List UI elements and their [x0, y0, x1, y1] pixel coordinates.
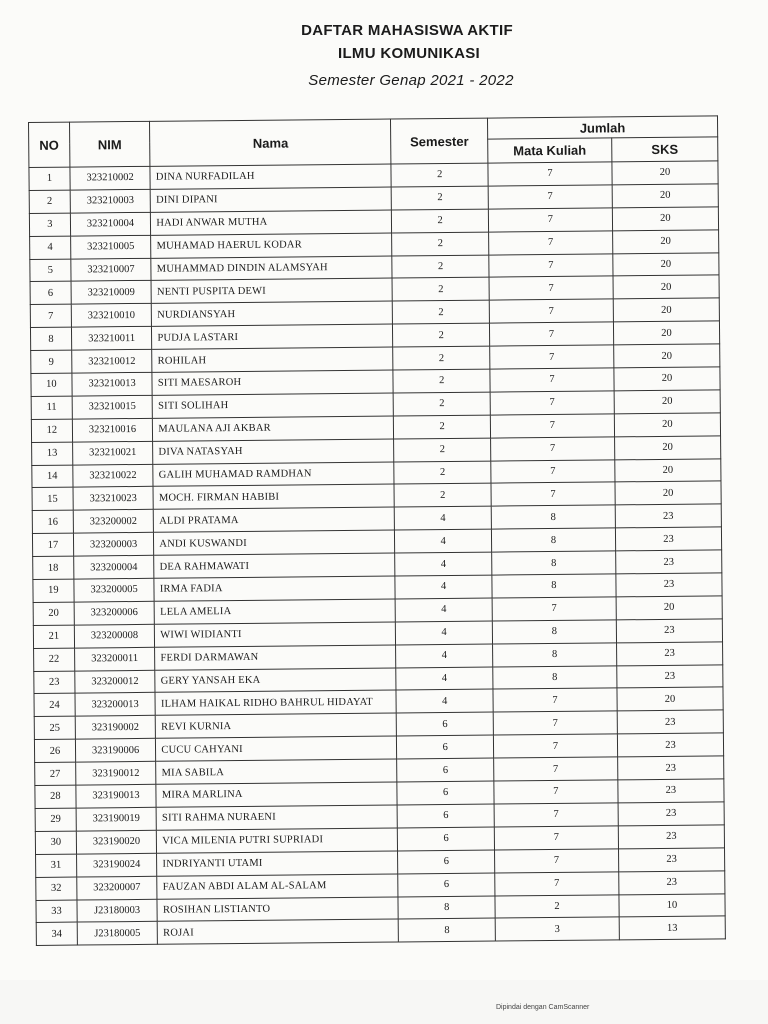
cell-sks: 20: [615, 481, 721, 505]
cell-nim: 323210003: [70, 189, 151, 213]
cell-sks: 20: [613, 275, 719, 299]
cell-nim: 323210016: [72, 418, 153, 442]
cell-mata-kuliah: 7: [493, 734, 617, 758]
cell-nim: 323210009: [71, 281, 152, 305]
cell-no: 7: [30, 304, 71, 327]
cell-semester: 8: [398, 896, 495, 920]
cell-mata-kuliah: 7: [488, 185, 612, 209]
cell-sks: 20: [614, 390, 720, 414]
cell-nama: INDRIYANTI UTAMI: [157, 851, 398, 876]
cell-no: 30: [35, 831, 76, 854]
cell-mata-kuliah: 7: [489, 253, 613, 277]
cell-nama: FAUZAN ABDI ALAM AL-SALAM: [157, 874, 398, 899]
cell-mata-kuliah: 7: [494, 849, 618, 873]
cell-semester: 6: [397, 735, 494, 759]
cell-sks: 20: [612, 184, 718, 208]
cell-sks: 20: [612, 161, 718, 185]
cell-nama: SITI MAESAROH: [152, 370, 393, 395]
cell-mata-kuliah: 7: [491, 459, 615, 483]
cell-nama: PUDJA LASTARI: [152, 324, 393, 349]
cell-nim: 323210012: [71, 349, 152, 373]
cell-no: 20: [33, 602, 74, 625]
cell-no: 6: [30, 282, 71, 305]
cell-mata-kuliah: 8: [491, 528, 615, 552]
cell-mata-kuliah: 7: [492, 597, 616, 621]
cell-sks: 20: [615, 458, 721, 482]
cell-nama: NURDIANSYAH: [152, 301, 393, 326]
cell-no: 14: [32, 465, 73, 488]
cell-semester: 2: [394, 392, 491, 416]
scanner-watermark: Dipindai dengan CamScanner: [496, 1004, 590, 1011]
cell-sks: 23: [618, 825, 724, 849]
cell-no: 24: [34, 694, 75, 717]
header-mata-kuliah: Mata Kuliah: [488, 138, 612, 163]
cell-mata-kuliah: 7: [495, 871, 619, 895]
cell-nim: 323210007: [71, 258, 152, 282]
cell-nama: ROJAI: [158, 919, 399, 944]
cell-sks: 23: [618, 848, 724, 872]
cell-nim: 323200006: [74, 601, 155, 625]
document-title: DAFTAR MAHASISWA AKTIF: [301, 22, 513, 39]
cell-nim: 323190006: [75, 739, 156, 763]
cell-mata-kuliah: 7: [490, 345, 614, 369]
cell-sks: 20: [616, 596, 722, 620]
cell-no: 28: [35, 785, 76, 808]
program-name: ILMU KOMUNIKASI: [338, 45, 480, 62]
cell-mata-kuliah: 7: [490, 414, 614, 438]
cell-mata-kuliah: 7: [488, 208, 612, 232]
cell-nim: 323190002: [75, 716, 156, 740]
cell-no: 31: [36, 854, 77, 877]
cell-nama: ROSIHAN LISTIANTO: [157, 896, 398, 921]
cell-no: 23: [34, 671, 75, 694]
cell-nim: 323200002: [73, 510, 154, 534]
cell-nama: LELA AMELIA: [154, 599, 395, 624]
cell-no: 5: [30, 259, 71, 282]
cell-mata-kuliah: 2: [495, 894, 619, 918]
cell-semester: 4: [395, 552, 492, 576]
cell-sks: 23: [619, 870, 725, 894]
cell-semester: 6: [397, 758, 494, 782]
cell-nim: J23180005: [77, 922, 158, 946]
cell-semester: 4: [396, 621, 493, 645]
cell-mata-kuliah: 7: [489, 276, 613, 300]
cell-semester: 4: [396, 690, 493, 714]
cell-sks: 20: [612, 207, 718, 231]
cell-no: 16: [32, 510, 73, 533]
cell-nama: GERY YANSAH EKA: [155, 668, 396, 693]
cell-sks: 20: [613, 298, 719, 322]
cell-semester: 2: [394, 484, 491, 508]
cell-sks: 20: [612, 230, 718, 254]
cell-semester: 4: [395, 529, 492, 553]
cell-nim: 323200008: [74, 624, 155, 648]
cell-semester: 4: [395, 575, 492, 599]
cell-semester: 2: [393, 323, 490, 347]
cell-mata-kuliah: 7: [494, 780, 618, 804]
cell-no: 29: [35, 808, 76, 831]
table-body: [29, 161, 725, 946]
cell-nama: WIWI WIDIANTI: [155, 622, 396, 647]
student-table: [28, 115, 726, 946]
semester-period: Semester Genap 2021 - 2022: [308, 72, 514, 89]
cell-no: 33: [36, 900, 77, 923]
cell-sks: 23: [618, 756, 724, 780]
cell-no: 27: [35, 762, 76, 785]
cell-no: 10: [31, 373, 72, 396]
cell-sks: 23: [615, 504, 721, 528]
cell-nama: MOCH. FIRMAN HABIBI: [153, 484, 394, 509]
cell-semester: 6: [398, 873, 495, 897]
cell-nim: 323210005: [70, 235, 151, 259]
cell-nama: REVI KURNIA: [156, 713, 397, 738]
cell-nim: 323210011: [71, 327, 152, 351]
cell-semester: 6: [397, 712, 494, 736]
cell-nama: FERDI DARMAWAN: [155, 645, 396, 670]
cell-semester: 6: [398, 827, 495, 851]
cell-mata-kuliah: 7: [489, 322, 613, 346]
cell-sks: 23: [618, 779, 724, 803]
cell-mata-kuliah: 7: [490, 391, 614, 415]
cell-semester: 2: [392, 232, 489, 256]
cell-nama: DIVA NATASYAH: [153, 439, 394, 464]
cell-mata-kuliah: 7: [490, 437, 614, 461]
table-header: [29, 116, 718, 168]
cell-nama: SITI SOLIHAH: [152, 393, 393, 418]
cell-mata-kuliah: 7: [494, 803, 618, 827]
header-sks: SKS: [612, 137, 718, 162]
cell-nama: CUCU CAHYANI: [156, 736, 397, 761]
cell-mata-kuliah: 8: [491, 505, 615, 529]
header-nama: Nama: [150, 119, 391, 166]
cell-nama: ALDI PRATAMA: [154, 507, 395, 532]
cell-sks: 20: [614, 436, 720, 460]
cell-nim: 323190024: [76, 853, 157, 877]
cell-no: 9: [31, 350, 72, 373]
cell-nim: J23180003: [77, 899, 158, 923]
header-no: NO: [29, 122, 70, 167]
cell-sks: 20: [617, 687, 723, 711]
cell-no: 34: [36, 922, 77, 945]
cell-semester: 2: [393, 346, 490, 370]
cell-no: 4: [30, 236, 71, 259]
cell-sks: 20: [613, 252, 719, 276]
cell-nim: 323200007: [76, 876, 157, 900]
cell-nama: DINI DIPANI: [150, 187, 391, 212]
cell-sks: 23: [616, 573, 722, 597]
cell-sks: 23: [617, 710, 723, 734]
cell-nama: IRMA FADIA: [154, 576, 395, 601]
cell-nim: 323200013: [75, 693, 156, 717]
cell-semester: 2: [392, 186, 489, 210]
cell-no: 13: [32, 442, 73, 465]
cell-nim: 323200012: [75, 670, 156, 694]
cell-sks: 23: [617, 733, 723, 757]
cell-mata-kuliah: 7: [490, 368, 614, 392]
cell-semester: 4: [396, 667, 493, 691]
cell-mata-kuliah: 7: [494, 826, 618, 850]
cell-nama: MIRA MARLINA: [156, 782, 397, 807]
cell-nim: 323190013: [76, 784, 157, 808]
cell-nim: 323200005: [74, 578, 155, 602]
cell-sks: 23: [616, 619, 722, 643]
cell-sks: 23: [616, 642, 722, 666]
cell-nim: 323190019: [76, 807, 157, 831]
cell-no: 17: [32, 533, 73, 556]
cell-mata-kuliah: 3: [495, 917, 619, 941]
cell-nama: ILHAM HAIKAL RIDHO BAHRUL HIDAYAT: [155, 690, 396, 715]
cell-nim: 323190012: [75, 761, 156, 785]
cell-sks: 13: [619, 916, 725, 940]
cell-nim: 323190020: [76, 830, 157, 854]
cell-sks: 20: [614, 413, 720, 437]
cell-semester: 2: [394, 438, 491, 462]
cell-nim: 323210021: [72, 441, 153, 465]
cell-nim: 323210010: [71, 304, 152, 328]
cell-semester: 2: [392, 209, 489, 233]
cell-nim: 323200004: [73, 555, 154, 579]
cell-nama: NENTI PUSPITA DEWI: [151, 278, 392, 303]
cell-semester: 4: [396, 598, 493, 622]
cell-mata-kuliah: 7: [493, 711, 617, 735]
cell-semester: 6: [398, 850, 495, 874]
cell-no: 2: [29, 190, 70, 213]
cell-sks: 23: [615, 527, 721, 551]
cell-nim: 323210004: [70, 212, 151, 236]
cell-semester: 2: [394, 461, 491, 485]
cell-nim: 323200011: [74, 647, 155, 671]
cell-mata-kuliah: 8: [492, 551, 616, 575]
cell-semester: 2: [392, 255, 489, 279]
cell-nama: DEA RAHMAWATI: [154, 553, 395, 578]
cell-no: 11: [31, 396, 72, 419]
cell-no: 25: [34, 716, 75, 739]
cell-mata-kuliah: 7: [488, 162, 612, 186]
cell-nama: MIA SABILA: [156, 759, 397, 784]
cell-nama: VICA MILENIA PUTRI SUPRIADI: [157, 828, 398, 853]
cell-nim: 323210015: [72, 395, 153, 419]
cell-semester: 2: [391, 163, 488, 187]
cell-no: 3: [29, 213, 70, 236]
header-nim: NIM: [69, 121, 150, 167]
cell-semester: 2: [393, 369, 490, 393]
cell-mata-kuliah: 7: [489, 231, 613, 255]
cell-mata-kuliah: 8: [493, 665, 617, 689]
cell-nama: MUHAMMAD DINDIN ALAMSYAH: [151, 256, 392, 281]
cell-no: 19: [33, 579, 74, 602]
cell-no: 8: [30, 327, 71, 350]
cell-no: 15: [32, 488, 73, 511]
cell-no: 12: [31, 419, 72, 442]
cell-no: 32: [36, 877, 77, 900]
cell-mata-kuliah: 7: [491, 482, 615, 506]
cell-nama: DINA NURFADILAH: [150, 164, 391, 189]
cell-nama: MAULANA AJI AKBAR: [153, 416, 394, 441]
cell-nim: 323210013: [72, 372, 153, 396]
cell-sks: 20: [613, 321, 719, 345]
cell-nama: HADI ANWAR MUTHA: [151, 210, 392, 235]
cell-mata-kuliah: 7: [493, 688, 617, 712]
cell-nama: ANDI KUSWANDI: [154, 530, 395, 555]
cell-mata-kuliah: 8: [492, 643, 616, 667]
cell-semester: 2: [394, 415, 491, 439]
cell-nama: ROHILAH: [152, 347, 393, 372]
cell-nim: 323210022: [73, 464, 154, 488]
cell-sks: 10: [619, 893, 725, 917]
cell-sks: 20: [614, 344, 720, 368]
cell-sks: 20: [614, 367, 720, 391]
cell-nama: SITI RAHMA NURAENI: [156, 805, 397, 830]
cell-no: 26: [34, 739, 75, 762]
cell-no: 21: [33, 625, 74, 648]
cell-no: 22: [34, 648, 75, 671]
cell-nama: GALIH MUHAMAD RAMDHAN: [153, 462, 394, 487]
cell-no: 1: [29, 167, 70, 190]
cell-semester: 4: [396, 644, 493, 668]
cell-semester: 6: [397, 781, 494, 805]
cell-nim: 323210023: [73, 487, 154, 511]
cell-semester: 2: [393, 300, 490, 324]
cell-sks: 23: [617, 664, 723, 688]
cell-semester: 2: [392, 278, 489, 302]
cell-mata-kuliah: 8: [492, 574, 616, 598]
cell-nim: 323210002: [70, 166, 151, 190]
header-jumlah: Jumlah: [487, 116, 717, 140]
cell-mata-kuliah: 7: [489, 299, 613, 323]
cell-mata-kuliah: 7: [494, 757, 618, 781]
cell-semester: 4: [395, 506, 492, 530]
header-semester: Semester: [391, 118, 488, 164]
cell-sks: 23: [618, 802, 724, 826]
cell-semester: 6: [397, 804, 494, 828]
cell-nim: 323200003: [73, 533, 154, 557]
cell-nama: MUHAMAD HAERUL KODAR: [151, 233, 392, 258]
cell-mata-kuliah: 8: [492, 620, 616, 644]
cell-semester: 8: [399, 918, 496, 942]
cell-sks: 23: [616, 550, 722, 574]
document-header: [0, 22, 768, 89]
cell-no: 18: [33, 556, 74, 579]
